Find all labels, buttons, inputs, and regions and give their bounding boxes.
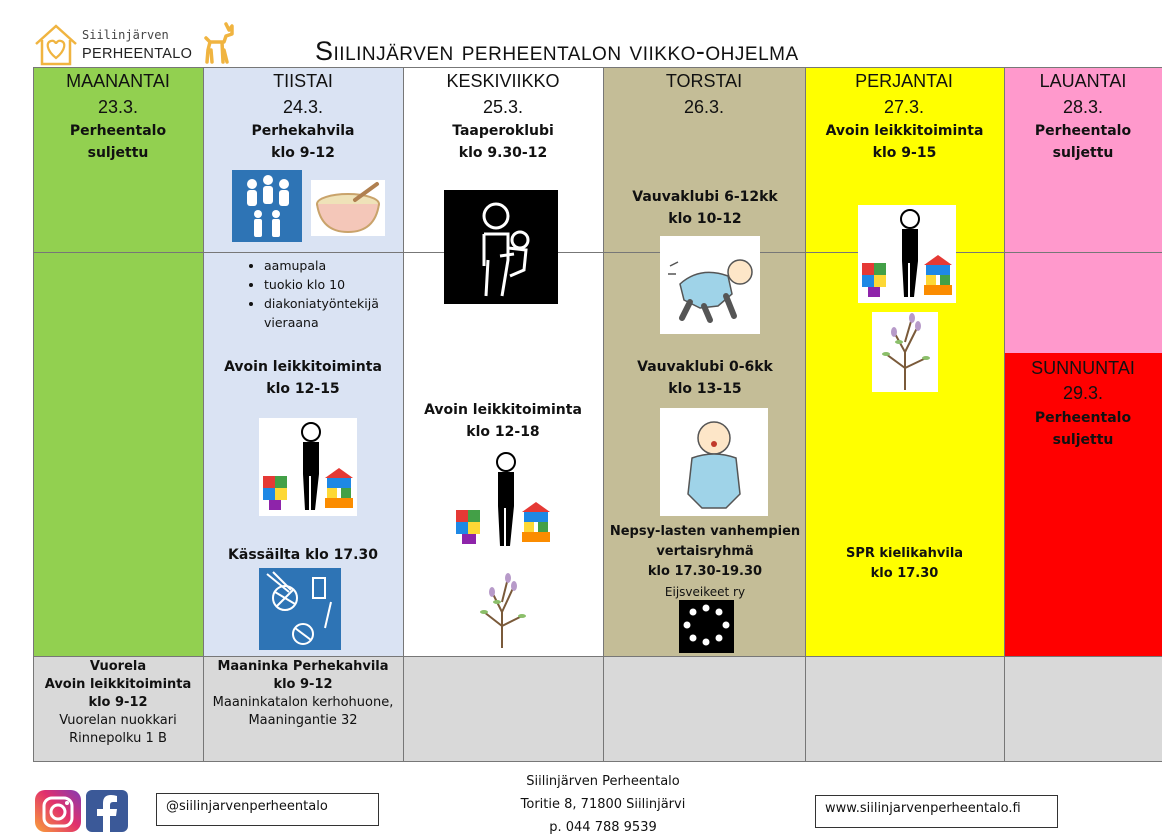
friday-e2-time: klo 17.30	[870, 566, 939, 581]
play-figure-icon	[452, 448, 556, 552]
day-tuesday-date: 24.3.	[282, 97, 324, 117]
wednesday-e1-title: Taaperoklubi	[452, 123, 554, 139]
day-thursday-name: TORSTAI	[665, 71, 743, 91]
monday-bottom-l1: Vuorela	[89, 659, 147, 674]
monday-bottom-l5: Rinnepolku 1 B	[69, 731, 167, 746]
page-title: Siilinjärven perheentalon viikko-ohjelma	[315, 36, 799, 66]
monday-bottom-l2: Avoin leikkitoiminta	[44, 677, 192, 692]
day-saturday-date: 28.3.	[1062, 97, 1104, 117]
thursday-e2-title: Vauvaklubi 0-6kk	[637, 359, 773, 375]
phone-number: p. 044 788 9539	[549, 820, 657, 835]
day-sunday-name: SUNNUNTAI	[1031, 358, 1135, 378]
list-item: • aamupala	[264, 256, 414, 275]
address-street: Toritie 8, 71800 Siilinjärvi	[520, 797, 686, 812]
tuesday-bottom-l4: Maaningantie 32	[248, 713, 358, 728]
fawn-logo-icon	[202, 20, 236, 64]
day-sunday-date: 29.3.	[1062, 383, 1104, 403]
list-item: • diakoniatyöntekijä vieraana	[264, 294, 414, 332]
porridge-bowl-icon	[311, 180, 385, 236]
day-saturday-name: LAUANTAI	[1039, 71, 1127, 91]
facebook-icon[interactable]	[86, 790, 128, 832]
thursday-e2-time: klo 13-15	[668, 381, 742, 397]
monday-bottom-l4: Vuorelan nuokkari	[59, 713, 177, 728]
tuesday-bullet-list	[244, 256, 414, 332]
instagram-icon[interactable]	[35, 790, 81, 832]
day-thursday-date: 26.3.	[683, 97, 725, 117]
infant-icon	[660, 408, 768, 516]
tuesday-e2-time: klo 12-15	[266, 381, 340, 397]
day-tuesday-name: TIISTAI	[273, 71, 333, 91]
family-group-pictogram-icon	[232, 170, 302, 242]
tuesday-e3-title: Kässäilta klo 17.30	[228, 547, 378, 563]
monday-bottom-l3: klo 9-12	[88, 695, 148, 710]
day-friday-name: PERJANTAI	[855, 71, 953, 91]
tuesday-e1-time: klo 9-12	[271, 145, 335, 161]
tuesday-bottom-l1: Maaninka Perhekahvila	[217, 659, 389, 674]
friday-e2-title: SPR kielikahvila	[845, 546, 964, 561]
day-friday-date: 27.3.	[883, 97, 925, 117]
thursday-e3-l1: Nepsy-lasten vanhempien	[609, 524, 801, 539]
peer-group-circle-icon	[679, 600, 734, 653]
thursday-e3-l2: vertaisryhmä	[656, 544, 754, 559]
sunday-closed-l2: suljettu	[1052, 432, 1114, 448]
tuesday-bottom-l3: Maaninkatalon kerhohuone,	[212, 695, 394, 710]
day-monday-date: 23.3.	[97, 97, 139, 117]
saturday-closed-l1: Perheentalo	[1034, 123, 1132, 139]
friday-e1-time: klo 9-15	[872, 145, 937, 161]
wednesday-e2-title: Avoin leikkitoiminta	[424, 402, 582, 418]
friday-e1-title: Avoin leikkitoiminta	[825, 123, 984, 139]
monday-closed-l1: Perheentalo	[69, 123, 167, 139]
play-figure-icon	[858, 205, 956, 303]
sunday-closed-l1: Perheentalo	[1034, 410, 1132, 426]
day-wednesday-date: 25.3.	[482, 97, 524, 117]
logo-text-line2: PERHEENTALO	[82, 46, 193, 62]
tuesday-e1-title: Perhekahvila	[251, 123, 355, 139]
saturday-closed-l2: suljettu	[1052, 145, 1114, 161]
thursday-e1-title: Vauvaklubi 6-12kk	[632, 189, 778, 205]
monday-closed-l2: suljettu	[87, 145, 149, 161]
instagram-handle-box[interactable]: @siilinjarvenperheentalo	[156, 793, 379, 826]
logo-text-line1: Siilinjärven	[82, 28, 169, 42]
day-monday-name: MAANANTAI	[66, 71, 170, 91]
wednesday-e2-time: klo 12-18	[466, 424, 540, 440]
play-figure-icon	[259, 418, 357, 516]
address-name: Siilinjärven Perheentalo	[526, 774, 680, 789]
willow-branch-icon	[470, 572, 534, 650]
thursday-e1-time: klo 10-12	[668, 211, 742, 227]
website-link[interactable]: www.siilinjarvenperheentalo.fi	[815, 795, 1058, 828]
knitting-icon	[259, 568, 341, 650]
thursday-e3-org: Eijsveikeet ry	[664, 585, 746, 599]
day-wednesday-name: KESKIVIIKKO	[446, 71, 560, 91]
crawling-baby-icon	[660, 236, 760, 334]
willow-branch-icon	[872, 312, 938, 392]
list-item: • tuokio klo 10	[264, 275, 414, 294]
tuesday-bottom-l2: klo 9-12	[273, 677, 333, 692]
thursday-e3-time: klo 17.30-19.30	[647, 564, 763, 579]
wednesday-e1-time: klo 9.30-12	[458, 145, 548, 161]
tuesday-e2-title: Avoin leikkitoiminta	[224, 359, 382, 375]
adult-holding-toddler-icon	[444, 190, 558, 304]
